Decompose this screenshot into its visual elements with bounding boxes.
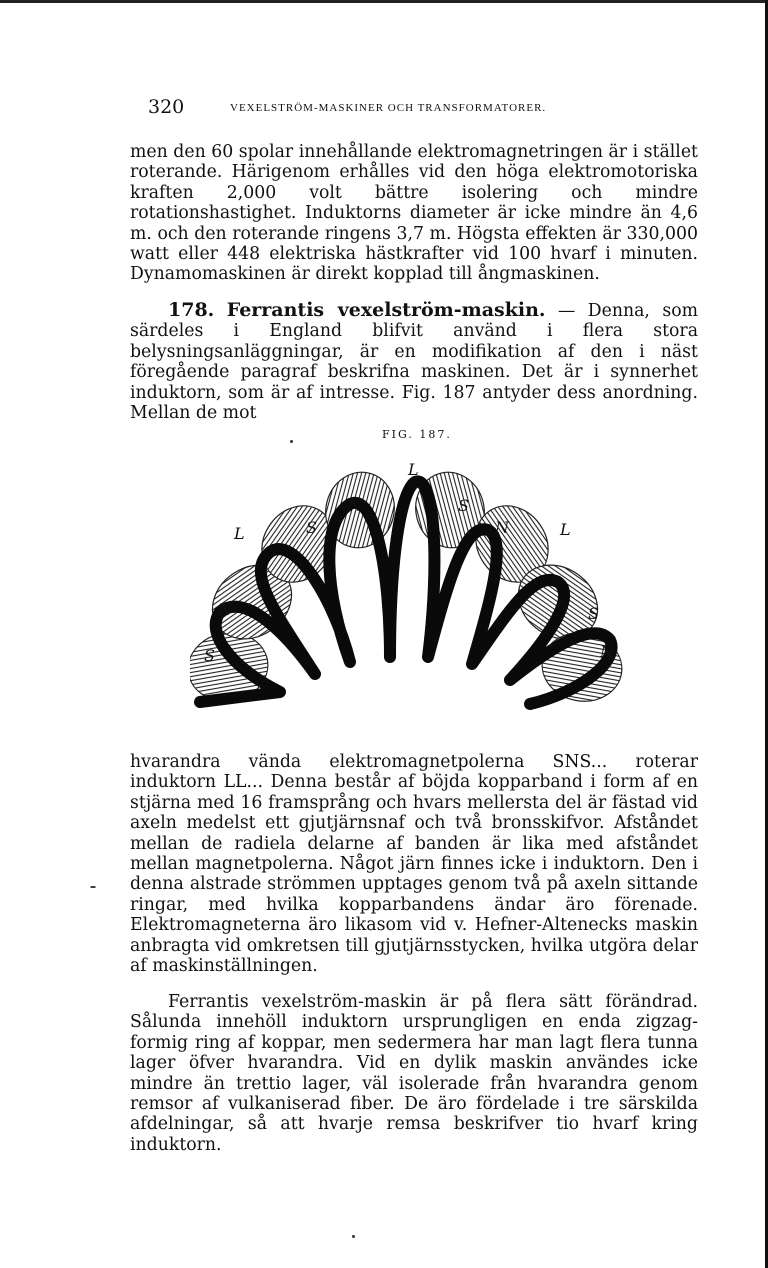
- running-head: VEXELSTRÖM-MASKINER OCH TRANSFORMATORER.: [230, 102, 547, 114]
- scan-speck: [290, 440, 293, 443]
- figure-187: [190, 452, 650, 732]
- label-N-top: N: [348, 496, 362, 515]
- label-N-lower-right: N: [600, 642, 614, 661]
- paragraph-2: [130, 300, 698, 423]
- ferranti-inductor-diagram: [190, 452, 650, 732]
- scan-speck: [352, 1235, 355, 1238]
- scan-edge-top: [0, 0, 768, 3]
- paragraph-4-text: Ferrantis vexelström-maskin är på flera sätt förändrad. Sålunda innehöll induktorn ursprungligen en enda zigzag-formig ring af koppar, men sedermera har man lagt flera tunna lager öfver hvarandra. Vid en dylik maskin användes icke mindre än trettio lager, väl isolerade från hvarandra genom remsor af vulkaniserad fiber. De äro fördelade i tre särskilda afdelningar, så att hvarje remsa beskrifver tio hvarf kring induktorn.: [130, 992, 698, 1155]
- label-S-lower-left: S: [204, 646, 215, 665]
- section-178: [130, 300, 698, 423]
- paragraph-4: [130, 992, 698, 1155]
- page-number: 320: [148, 96, 185, 118]
- paragraph-3: [130, 752, 698, 976]
- page-header: [148, 96, 708, 120]
- scan-speck: [90, 886, 96, 888]
- label-L-top: L: [408, 460, 419, 479]
- section-title: Ferrantis vexelström-maskin.: [226, 299, 546, 321]
- paragraph-1-text: men den 60 spolar innehållande elektromagnetringen är i stället roterande. Härigenom erhålles vid den höga elektromotoriska kraften 2,000 volt bättre isolering och mindre rotationshastighet. Induktorns diameter är icke mindre än 4,6 m. och den roterande ringens 3,7 m. Högsta effekten är 330,000 watt eller 448 elektriska hästkrafter vid 100 hvarf i minuten. Dynamomaskinen är direkt kopplad till ångmaskinen.: [130, 142, 698, 285]
- label-S-top: S: [458, 496, 469, 515]
- section-number: 178.: [168, 299, 215, 321]
- label-S-right: S: [588, 604, 599, 623]
- label-L-left: L: [234, 524, 245, 543]
- label-S-left: S: [306, 518, 317, 537]
- label-N-right: N: [495, 518, 509, 537]
- label-L-right: L: [560, 520, 571, 539]
- figure-caption: FIG. 187.: [382, 428, 452, 441]
- section-body: — Denna, som särdeles i England blifvit använd i flera stora belysningsanläggningar, är en modifikation af den i näst föregående paragraf beskrifna maskinen. Det är i synnerhet induktorn, som är af intresse. Fig. 187 antyder dess anordning. Mellan de mot: [130, 301, 699, 424]
- paragraph-1: [130, 142, 698, 285]
- paragraph-3-text: hvarandra vända elektromagnetpolerna SNS... roterar induktorn LL... Denna består af böjda kopparband i form af en stjärna med 16 framsprång och hvars mellersta del är fästad vid axeln medelst ett gjutjärnsnaf och två bronsskifvor. Afståndet mellan de radiela delarne af banden är lika med afståndet mellan magnetpolerna. Något järn finnes icke i induktorn. Den i denna alstrade strömmen upptages genom två på axeln sittande ringar, med hvilka kopparbandens ändar äro förenade. Elektromagneterna äro likasom vid v. Hefner-Altenecks maskin anbragta vid omkretsen till gjutjärnsstycken, hvilka utgöra delar af maskinställningen.: [130, 752, 698, 977]
- label-N-left: N: [218, 600, 232, 619]
